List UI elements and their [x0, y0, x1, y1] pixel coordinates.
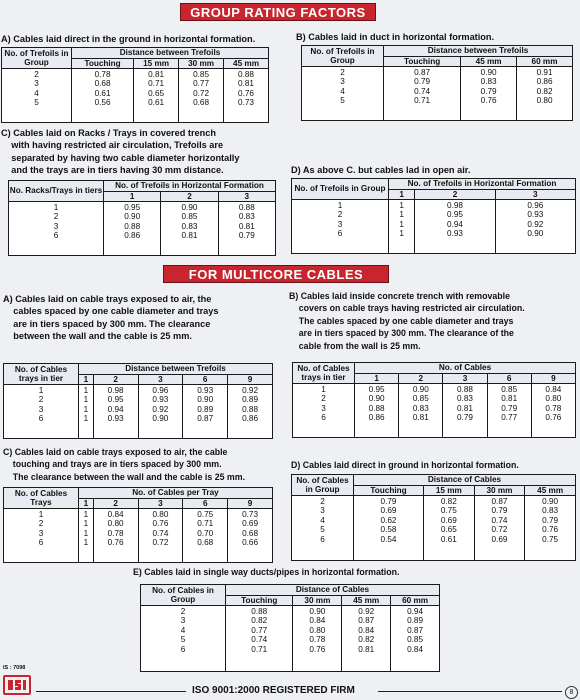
- group-rating-banner: GROUP RATING FACTORS: [180, 3, 376, 21]
- table-mc-span-header: No. of Cables per Tray: [79, 488, 273, 499]
- data-col: 0.90 0.85 0.83 0.81: [161, 202, 218, 256]
- col-header: 3: [218, 191, 275, 202]
- col-header: 2: [93, 374, 138, 385]
- data-col: 0.81 0.71 0.65 0.61: [134, 69, 179, 123]
- table-multicore-b: [292, 362, 576, 438]
- table-mb-span-header: No. of Cables: [355, 363, 576, 374]
- table-md-span-header: Distance of Cables: [354, 475, 576, 486]
- table-a-row-header: No. of Trefoils in Group: [2, 48, 72, 69]
- data-col: 0.73 0.69 0.68 0.66: [228, 509, 273, 563]
- col-header: 60 mm: [391, 595, 440, 606]
- data-col: 0.90 0.83 0.79 0.76: [461, 67, 517, 121]
- col-header: 6: [183, 498, 228, 509]
- col-header: 30 mm: [293, 595, 342, 606]
- data-col: 0.84 0.80 0.78 0.76: [531, 384, 575, 438]
- data-col: 0.90 0.84 0.80 0.78 0.76: [293, 606, 342, 672]
- row-labels: 1 2 3 6: [293, 384, 355, 438]
- table-c: [8, 180, 276, 256]
- col-header: 1: [79, 374, 94, 385]
- col-header: 30 mm: [179, 58, 224, 69]
- col-header: 9: [228, 374, 273, 385]
- data-col: 0.75 0.71 0.70 0.68: [183, 509, 228, 563]
- multicore-b-heading: B) Cables laid inside concrete trench with removable covers on cable trays having restricted air circulation. The cables spaced by one cable diameter and trays are in tiers spaced by 300 mm. The clearance of the cable from the wall is 25 mm.: [289, 291, 525, 351]
- isi-logo-icon: [3, 675, 31, 695]
- col-header: 60 mm: [517, 56, 573, 67]
- data-col: 0.84 0.80 0.78 0.76: [93, 509, 138, 563]
- data-col: 0.93 0.90 0.89 0.87: [183, 385, 228, 439]
- table-d: [291, 178, 576, 254]
- table-c-span-header: No. of Trefoils in Horizontal Formation: [104, 181, 276, 192]
- table-md-row-header: No. of Cables in Group: [292, 475, 354, 496]
- data-col: 1 1 1 1: [389, 200, 415, 254]
- col-header: 15 mm: [423, 485, 474, 496]
- data-col: 0.92 0.87 0.84 0.82 0.81: [342, 606, 391, 672]
- data-col: 0.88 0.83 0.81 0.79: [218, 202, 275, 256]
- col-header: 3: [138, 498, 183, 509]
- table-a: [1, 47, 269, 123]
- data-col: 0.80 0.76 0.74 0.72: [138, 509, 183, 563]
- data-col: 1 1 1 1: [79, 385, 94, 439]
- col-header: 9: [228, 498, 273, 509]
- col-header: 3: [138, 374, 183, 385]
- col-header: 45 mm: [224, 58, 269, 69]
- col-header: 6: [183, 374, 228, 385]
- col-header: 9: [531, 373, 575, 384]
- table-me-row-header: No. of Cables in Group: [141, 585, 226, 606]
- col-header: 6: [487, 373, 531, 384]
- data-col: 0.91 0.86 0.82 0.80: [517, 67, 573, 121]
- footer-rule-right: [378, 691, 562, 692]
- col-header: 2: [399, 373, 443, 384]
- col-header: 3: [495, 189, 575, 200]
- col-header: 45 mm: [342, 595, 391, 606]
- table-multicore-e: [140, 584, 440, 672]
- multicore-c-heading: C) Cables laid on cable trays exposed to air, the cable touching and trays are in tiers spaced by 300 mm. The clearance between the wall and the cable is 25 mm.: [3, 447, 246, 482]
- col-header: 15 mm: [134, 58, 179, 69]
- row-labels: 2 3 4 5 6: [292, 496, 354, 561]
- col-header: 3: [443, 373, 487, 384]
- table-me-span-header: Distance of Cables: [226, 585, 440, 596]
- row-labels: 1 2 3 6: [292, 200, 389, 254]
- data-col: 0.98 0.95 0.94 0.93: [415, 200, 495, 254]
- multicore-e-heading: E) Cables laid in single way ducts/pipes in horizontal formation.: [133, 567, 400, 577]
- data-col: 0.79 0.69 0.62 0.58 0.54: [354, 496, 424, 561]
- col-header: 45 mm: [525, 485, 576, 496]
- multicore-banner: FOR MULTICORE CABLES: [163, 265, 389, 283]
- col-header: Touching: [72, 58, 134, 69]
- col-header: Touching: [354, 485, 424, 496]
- row-labels: 2 3 4 5: [2, 69, 72, 123]
- footer-rule-left: [36, 691, 186, 692]
- data-col: 0.90 0.85 0.83 0.81: [399, 384, 443, 438]
- table-a-span-header: Distance between Trefoils: [72, 48, 269, 59]
- table-multicore-d: [291, 474, 576, 561]
- section-a-heading: A) Cables laid direct in the ground in horizontal formation.: [1, 34, 256, 44]
- table-b-span-header: Distance between Trefoils: [384, 46, 573, 57]
- table-d-row-header: No. of Trefoils in Group: [292, 179, 389, 200]
- footer-iso: ISO 9001:2000 REGISTERED FIRM: [192, 685, 355, 696]
- col-header: 1: [104, 191, 161, 202]
- is-code: IS : 7098: [3, 665, 26, 671]
- row-labels: 2 3 4 5 6: [141, 606, 226, 672]
- data-col: 0.87 0.79 0.74 0.71: [384, 67, 461, 121]
- data-col: 0.78 0.68 0.61 0.56: [72, 69, 134, 123]
- row-labels: 1 2 3 6: [9, 202, 104, 256]
- col-header: Touching: [226, 595, 293, 606]
- data-col: 0.88 0.82 0.77 0.74 0.71: [226, 606, 293, 672]
- data-col: 0.90 0.83 0.79 0.76 0.75: [525, 496, 576, 561]
- data-col: 0.94 0.89 0.87 0.85 0.84: [391, 606, 440, 672]
- data-col: 0.88 0.83 0.81 0.79: [443, 384, 487, 438]
- table-mb-row-header: No. of Cables trays in tier: [293, 363, 355, 384]
- data-col: 0.96 0.93 0.92 0.90: [138, 385, 183, 439]
- table-b-row-header: No. of Trefoils in Group: [302, 46, 384, 67]
- col-header: 30 mm: [474, 485, 525, 496]
- data-col: 1 1 1 1: [79, 509, 94, 563]
- col-header: 1: [355, 373, 399, 384]
- table-multicore-a: [3, 363, 273, 439]
- data-col: 0.96 0.93 0.92 0.90: [495, 200, 575, 254]
- multicore-a-heading: A) Cables laid on cable trays exposed to air, the cables spaced by one cable diameter and trays are in tiers spaced by 300 mm. The clearance between the wall and the cable is 25 mm.: [3, 294, 219, 342]
- section-d-heading: D) As above C. but cables lad in open air.: [291, 165, 471, 175]
- table-b: [301, 45, 573, 121]
- data-col: 0.87 0.79 0.74 0.72 0.69: [474, 496, 525, 561]
- data-col: 0.82 0.75 0.69 0.65 0.61: [423, 496, 474, 561]
- section-c-heading: C) Cables laid on Racks / Trays in covered trench with having restricted air circulation, Trefoils are separated by having two cable diameter horizontally and the trays are in tiers having 30 mm distance.: [1, 128, 240, 176]
- col-header: 45 mm: [461, 56, 517, 67]
- data-col: 0.85 0.81 0.79 0.77: [487, 384, 531, 438]
- data-col: 0.98 0.95 0.94 0.93: [93, 385, 138, 439]
- table-c-row-header: No. Racks/Trays in tiers: [9, 181, 104, 202]
- row-labels: 1 2 3 6: [4, 385, 79, 439]
- table-multicore-c: [3, 487, 273, 563]
- data-col: 0.95 0.90 0.88 0.86: [104, 202, 161, 256]
- multicore-d-heading: D) Cables laid direct in ground in horizontal formation.: [291, 460, 519, 470]
- col-header: 1: [79, 498, 94, 509]
- data-col: 0.92 0.89 0.88 0.86: [228, 385, 273, 439]
- row-labels: 2 3 4 5: [302, 67, 384, 121]
- section-b-heading: B) Cables laid in duct in horizontal formation.: [296, 32, 495, 42]
- row-labels: 1 2 3 6: [4, 509, 79, 563]
- col-header: 2: [161, 191, 218, 202]
- table-ma-row-header: No. of Cables trays in tier: [4, 364, 79, 385]
- data-col: 0.88 0.81 0.76 0.73: [224, 69, 269, 123]
- col-header: 1: [389, 189, 415, 200]
- table-d-span-header: No. of Trefoils in Horizontal Formation: [389, 179, 576, 190]
- data-col: 0.95 0.90 0.88 0.86: [355, 384, 399, 438]
- col-header: 2: [93, 498, 138, 509]
- col-header: 2: [415, 189, 495, 200]
- page-number: 8: [565, 686, 578, 699]
- data-col: 0.85 0.77 0.72 0.68: [179, 69, 224, 123]
- table-ma-span-header: Distance between Trefoils: [79, 364, 273, 375]
- table-mc-row-header: No. of Cables Trays: [4, 488, 79, 509]
- col-header: Touching: [384, 56, 461, 67]
